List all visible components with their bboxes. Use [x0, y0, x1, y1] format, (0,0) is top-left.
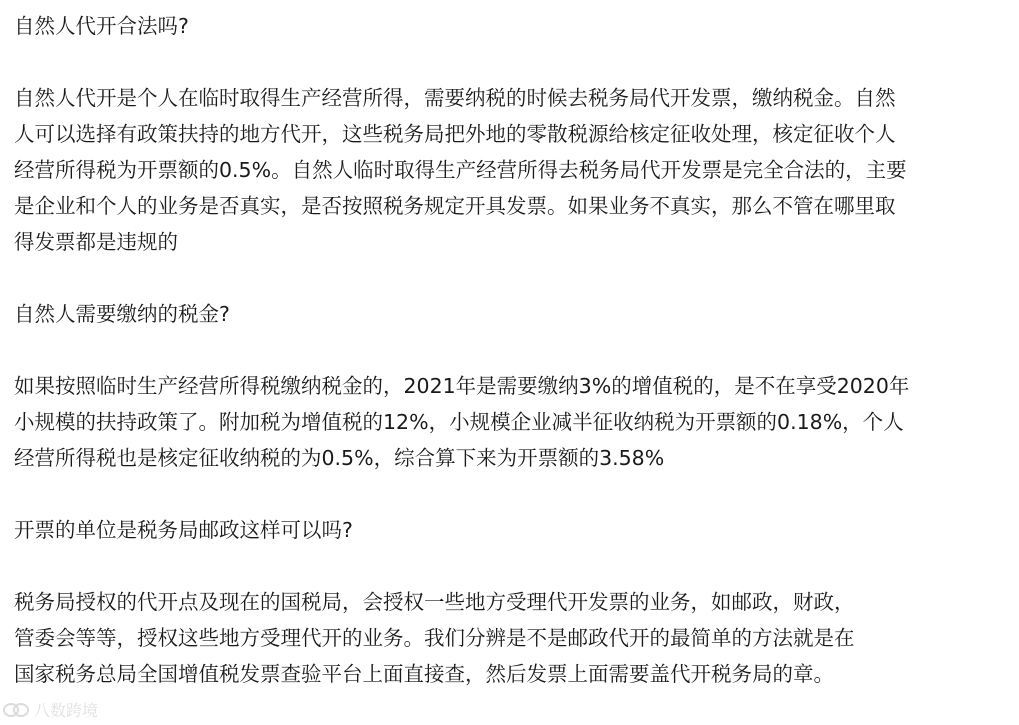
answer-2-line-3: 经营所得税也是核定征收纳税的为0.5%，综合算下来为开票额的3.58%	[14, 446, 665, 470]
question-3: 开票的单位是税务局邮政这样可以吗?	[14, 518, 353, 542]
paragraph-gap	[14, 44, 1010, 80]
article-body	[14, 8, 1010, 692]
watermark	[2, 698, 98, 721]
question-2: 自然人需要缴纳的税金?	[14, 302, 230, 326]
watermark-logo-icon	[2, 702, 30, 718]
answer-1-line-5: 得发票都是违规的	[14, 230, 178, 254]
paragraph-gap	[14, 332, 1010, 368]
answer-1-line-4: 是企业和个人的业务是否真实，是否按照税务规定开具发票。如果业务不真实，那么不管在哪里取	[14, 194, 896, 218]
paragraph-gap	[14, 476, 1010, 512]
answer-3-line-1: 税务局授权的代开点及现在的国税局，会授权一些地方受理代开发票的业务，如邮政，财政，	[14, 590, 855, 614]
watermark-text: 八数跨境	[34, 701, 99, 720]
answer-3-line-3: 国家税务总局全国增值税发票查验平台上面直接查，然后发票上面需要盖代开税务局的章。	[14, 662, 834, 686]
answer-1-line-1: 自然人代开是个人在临时取得生产经营所得，需要纳税的时候去税务局代开发票，缴纳税金。自然	[14, 86, 896, 110]
answer-1-line-3: 经营所得税为开票额的0.5%。自然人临时取得生产经营所得去税务局代开发票是完全合法的，主要	[14, 158, 907, 182]
paragraph-gap	[14, 260, 1010, 296]
answer-1-line-2: 人可以选择有政策扶持的地方代开，这些税务局把外地的零散税源给核定征收处理，核定征收个人	[14, 122, 896, 146]
answer-3-line-2: 管委会等等，授权这些地方受理代开的业务。我们分辨是不是邮政代开的最简单的方法就是在	[14, 626, 855, 650]
answer-2-line-1: 如果按照临时生产经营所得税缴纳税金的，2021年是需要缴纳3%的增值税的，是不在享受2020年	[14, 374, 910, 398]
question-1: 自然人代开合法吗?	[14, 14, 189, 38]
answer-2-line-2: 小规模的扶持政策了。附加税为增值税的12%，小规模企业减半征收纳税为开票额的0.18%，个人	[14, 410, 904, 434]
paragraph-gap	[14, 548, 1010, 584]
